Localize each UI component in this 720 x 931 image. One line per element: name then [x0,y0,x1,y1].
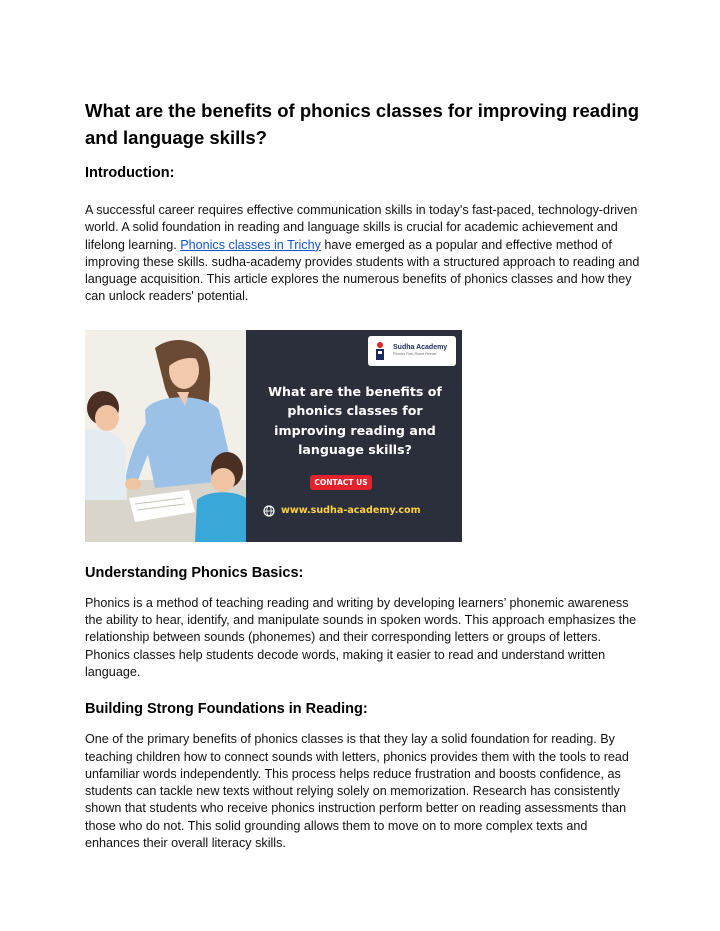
teacher-children-photo [85,330,246,542]
section-paragraph-introduction [85,202,645,306]
section-heading-phonics-basics: Understanding Phonics Basics: [85,564,304,581]
section-paragraph-phonics-basics: Phonics is a method of teaching reading and writing by developing learners’ phonemic awareness the ability to hear, identify, and manipulate sounds in spoken words. This approach emphasizes the relationship between sounds (phonemes) and their corresponding letters or groups of letters. Phonics classes help students decode words, making it easier to read and understand written language. [85,595,637,679]
intro-text-after-link: have emerged as a popular and effective method of improving these skills. sudha-academy provides students with a structured approach to reading and language acquisition. This article explores the numerous benefits of phonics classes and how they can unlock readers' potential. [85,237,640,304]
globe-icon [263,505,275,517]
banner-website: www.sudha-academy.com [281,505,421,517]
promo-banner [246,330,462,542]
banner-headline: What are the benefits of phonics classes for improving reading and language skills? [268,383,442,458]
teacher-children-illustration [85,330,246,542]
banner-website-row [263,505,421,517]
page-title: What are the benefits of phonics classes for improving reading and language skills? [85,100,640,148]
academy-logo [368,336,456,366]
logo-tagline: Phonics First, Fluent Forever [393,352,437,357]
academy-logo-icon [373,341,387,361]
phonics-classes-link[interactable]: Phonics classes in Trichy [180,237,321,252]
logo-name: Sudha Academy [393,344,448,352]
section-heading-building-foundations: Building Strong Foundations in Reading: [85,701,368,718]
section-heading-introduction: Introduction: [85,165,175,181]
intro-text-before-link: A successful career requires effective communication skills in today's fast-paced, technology-driven world. A solid foundation in reading and language skills is crucial for academic achievement and lifelong learning. [85,203,638,252]
document-page [85,97,645,852]
section-paragraph-building-foundations: One of the primary benefits of phonics classes is that they lay a solid foundation for reading. By teaching children how to connect sounds with letters, phonics provides them with the tools to read unfamiliar words independently. This process helps reduce frustration and boosts confidence, as students can tackle new texts without relying solely on memorization. Research has consistently shown that students who receive phonics instruction perform better on reading assessments than those who do not. This solid grounding allows them to move on to more complex texts and enhances their overall literacy skills. [85,732,629,851]
article-hero-image [85,330,462,542]
contact-us-button[interactable]: CONTACT US [310,475,372,490]
